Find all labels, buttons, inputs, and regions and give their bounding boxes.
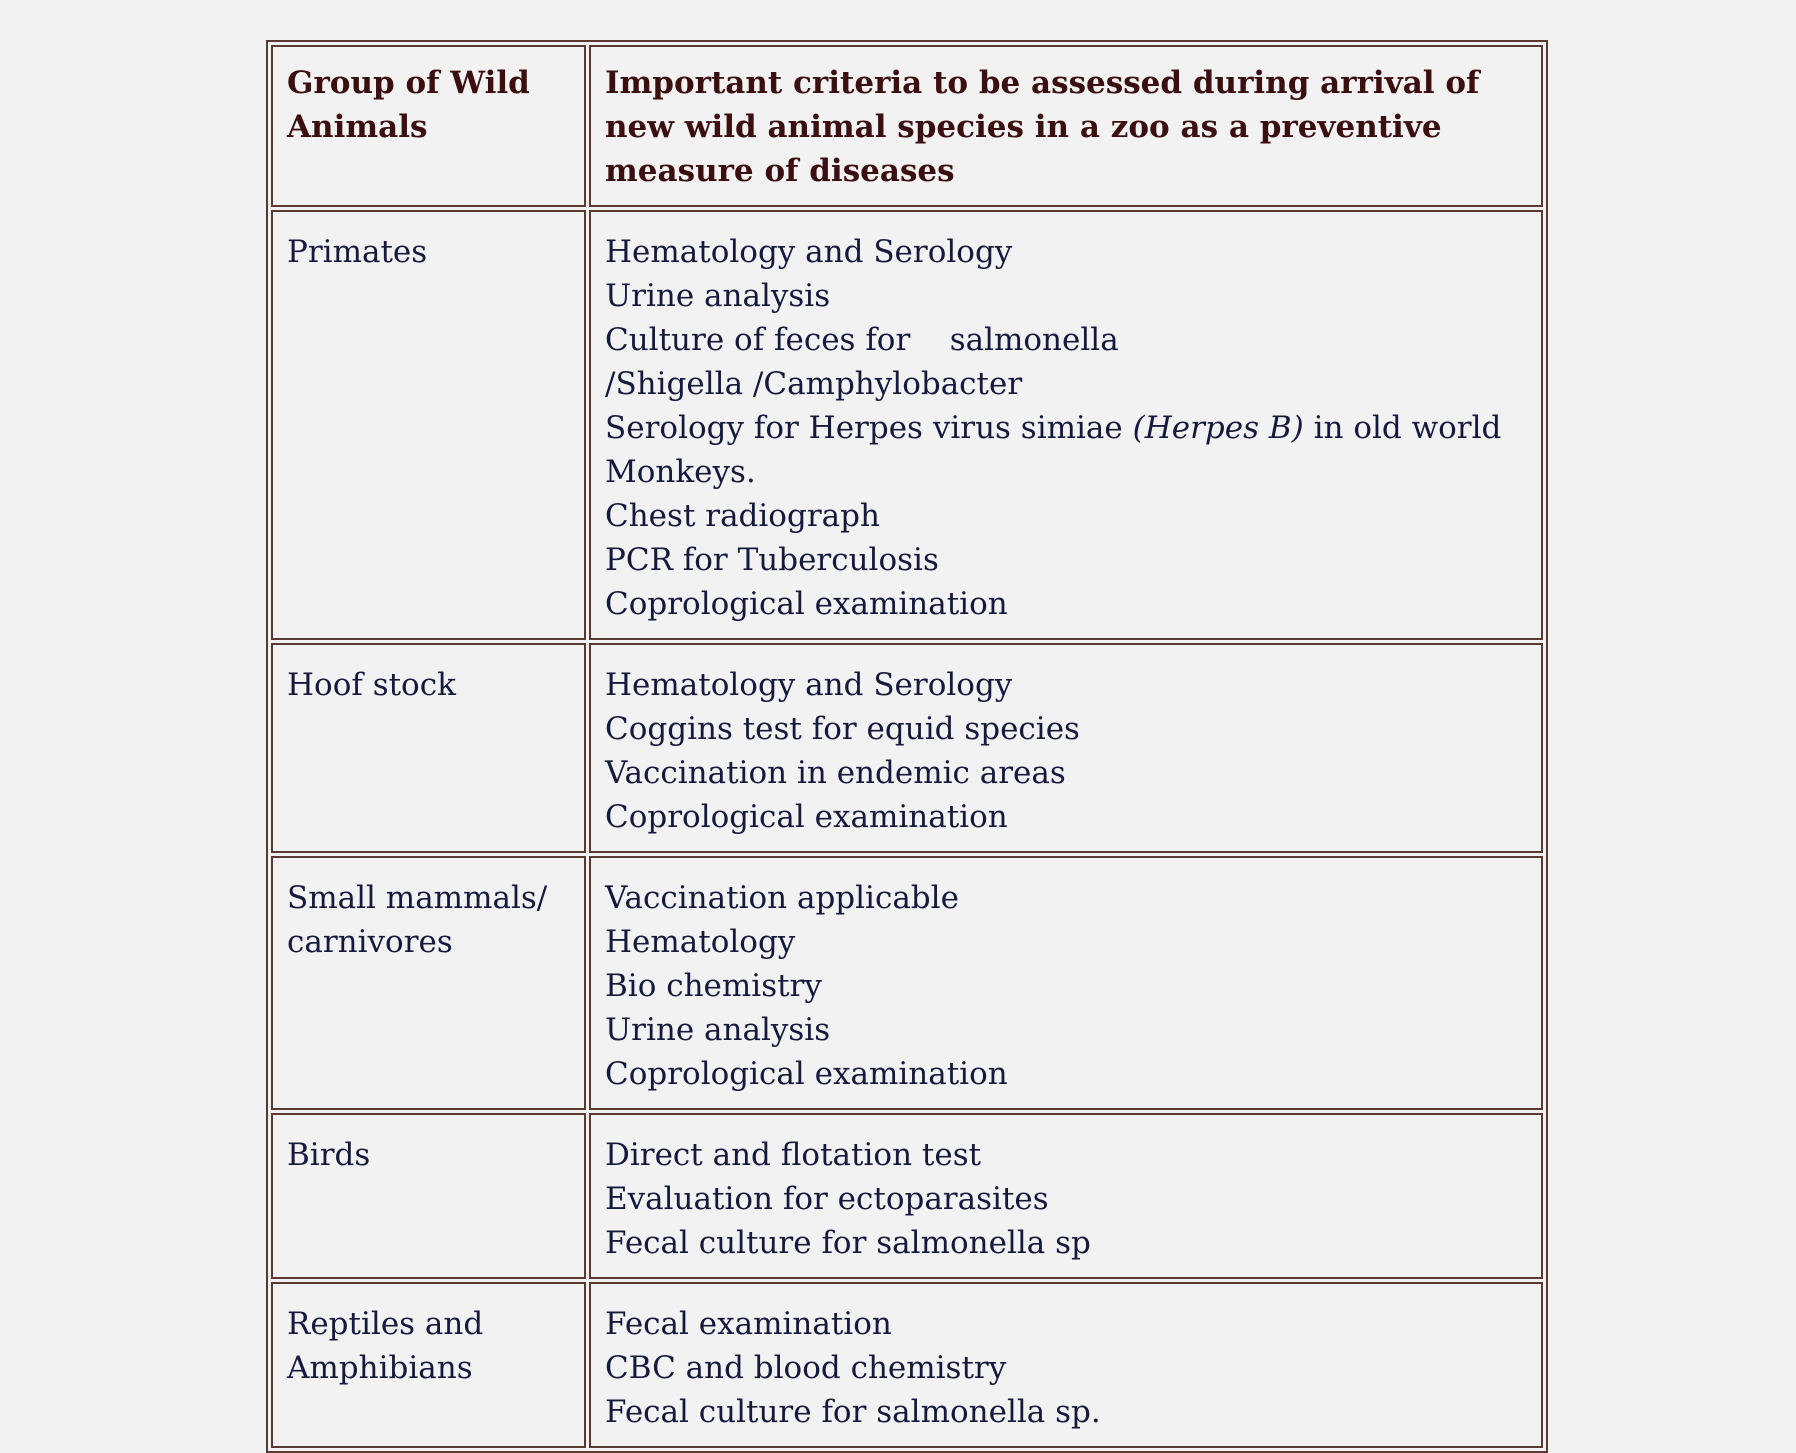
criteria-item: Chest radiograph xyxy=(605,498,880,534)
criteria-item: Evaluation for ectoparasites xyxy=(605,1181,1049,1217)
criteria-item: Vaccination applicable xyxy=(605,880,959,916)
row-group: Birds xyxy=(271,1113,586,1279)
criteria-item: Bio chemistry xyxy=(605,968,822,1004)
criteria-item: Fecal culture for salmonella sp xyxy=(605,1225,1091,1261)
italic-text: (Herpes B) xyxy=(1132,410,1304,446)
criteria-item: Culture of feces for salmonella /Shigella /Camphylobacter xyxy=(605,322,1129,402)
criteria-item: Coprological examination xyxy=(605,799,1008,835)
criteria-item: Hematology and Serology xyxy=(605,667,1013,703)
table-row xyxy=(271,210,1543,640)
table-row xyxy=(271,1282,1543,1448)
criteria-item: Coprological examination xyxy=(605,1056,1008,1092)
criteria-item: Vaccination in endemic areas xyxy=(605,755,1066,791)
row-criteria xyxy=(589,856,1543,1110)
criteria-item: Coprological examination xyxy=(605,586,1008,622)
row-group: Small mammals/ carnivores xyxy=(271,856,586,1110)
row-criteria xyxy=(589,210,1543,640)
criteria-table-container xyxy=(266,40,1548,1453)
row-criteria xyxy=(589,643,1543,853)
criteria-item: Urine analysis xyxy=(605,1012,831,1048)
criteria-item: Direct and flotation test xyxy=(605,1137,982,1173)
table-row xyxy=(271,1113,1543,1279)
header-group: Group of Wild Animals xyxy=(271,45,586,207)
criteria-item: CBC and blood chemistry xyxy=(605,1350,1007,1386)
criteria-item: Fecal culture for salmonella sp. xyxy=(605,1394,1101,1430)
table-row xyxy=(271,643,1543,853)
criteria-table xyxy=(266,40,1548,1453)
row-group: Hoof stock xyxy=(271,643,586,853)
table-row xyxy=(271,856,1543,1110)
row-criteria xyxy=(589,1113,1543,1279)
criteria-item: Hematology and Serology xyxy=(605,234,1013,270)
criteria-item: Coggins test for equid species xyxy=(605,711,1080,747)
criteria-item: Fecal examination xyxy=(605,1306,892,1342)
row-group: Reptiles and Amphibians xyxy=(271,1282,586,1448)
table-header-row xyxy=(271,45,1543,207)
criteria-item: Hematology xyxy=(605,924,796,960)
criteria-item: Urine analysis xyxy=(605,278,831,314)
row-criteria xyxy=(589,1282,1543,1448)
criteria-item: PCR for Tuberculosis xyxy=(605,542,939,578)
criteria-item: Serology for Herpes virus simiae (Herpes B) in old world Monkeys. xyxy=(605,410,1502,490)
row-group: Primates xyxy=(271,210,586,640)
header-criteria: Important criteria to be assessed during arrival of new wild animal species in a zoo as a preventive measure of diseases xyxy=(589,45,1543,207)
